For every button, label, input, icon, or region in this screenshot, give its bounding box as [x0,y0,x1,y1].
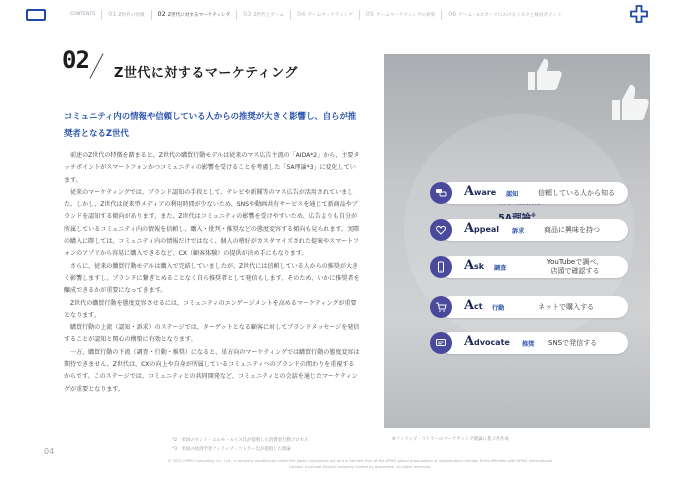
nav-label: Z世代とゲーム [253,13,285,18]
section-number: 02 [62,46,89,74]
nav-chapter-03[interactable] [236,10,290,20]
page-number: 04 [44,447,55,456]
heart-bubble-icon [430,219,452,241]
nav-contents[interactable] [70,11,101,19]
paragraph: Z世代の購買行動を態度変容させるには、コミュニティのエンゲージメントを高めるマーケティングが重要となります。 [64,299,357,319]
stage-word: ppeal [474,225,500,234]
stage-letter: A [464,221,475,236]
copyright-notice: © 2022 KPMG Consulting Co., Ltd., a company established under the Japan Companies Act and a member firm of the KPMG global organization of independent member firms affiliated with KPMG International Limited, a private English company limited by guarantee. All rights reserved. [167,459,553,469]
stage-japanese: 訴求 [512,228,525,235]
stage-aware [430,182,628,204]
nav-number: 06 [448,10,457,18]
stage-japanese: 行動 [492,305,505,312]
stage-act [430,296,628,318]
nav-number: 04 [297,10,306,18]
logo-icon[interactable] [26,9,46,21]
nav-number: 02 [157,10,166,18]
stage-japanese: 認知 [506,191,519,198]
paragraph: 一方、購買行動の下流（調査・行動・推奨）になると、単方向のマーケティングでは購買行動の態度変容は期待できません。Z世代は、CXの向上や自身が所属しているコミュニティへのブランドの関わりを重視するからです。このステージでは、コミュニティとの共同開発など、コミュニティとの会話を通じたマーケティングが重要となります。 [64,348,360,393]
footnote: *2 米国のセント・エルモ・ルイス氏が提唱した消費者行動プロセス [172,438,309,443]
stage-word: ware [474,188,497,197]
stage-letter: A [464,298,475,313]
message-icon [430,332,452,354]
paragraph: さらに、従来の購買行動モデルは購入で完結していましたが、Z世代には信頼している人からの推奨が大きく影響しますし、ブランドに繋ぎとめることなく自ら推奨者として発信もします。そのため、いかに推奨者を醸成できるかが重要になってきます。 [64,262,360,295]
stage-letter: A [464,258,475,273]
nav-number: 05 [365,10,375,18]
description-line: 店頭で確認する [550,267,600,275]
plus-menu-icon[interactable] [630,5,648,23]
stage-description: 商品に興味を持つ [544,226,600,234]
nav-chapter-02[interactable] [151,10,237,20]
nav-label: ゲーム・eスポーツにおけるリスクと検討ポイント [458,13,562,18]
footnote: *3 米国の経済学者フィリップ・コトラー氏が提唱した理論 [172,447,291,452]
description-line: YouTubeで調べ、 [546,258,604,266]
thumbs-up-icon [524,56,564,96]
5a-theory-panel [384,54,650,428]
paragraph: 前述のZ世代の特徴を踏まると、Z世代の購買行動モデルは従来のマス広告主流の「AIDA*2」から、主要タッチポイントがスマートフォンかつコミュニティの影響を受けることを考慮した「5A理論*3」に変化しています。 [64,152,360,184]
nav-chapter-05[interactable] [359,10,441,20]
lead-heading: コミュニティ内の情報や信頼している人からの推奨が大きく影響し、自らが推奨者となるZ世代 [64,111,357,138]
nav-label: CONTENTS [70,12,96,17]
nav-label: Z世代の特徴 [118,13,145,18]
chat-bubbles-icon [430,182,452,204]
chapter-nav [70,10,568,20]
stage-description [530,258,620,276]
nav-chapter-04[interactable] [290,10,359,20]
nav-chapter-06[interactable] [441,10,568,20]
thumbs-up-icon [610,82,650,126]
footnotes [172,436,308,454]
source-note: ※フィリップ・コトラーのマーケティング理論に基づき作成 [392,437,509,442]
paragraph: 従来のマーケティングでは、ブランド認知の手段として、テレビや新聞等のマス広告が活用されていました。しかし、Z世代は従来型メディアの利用時間が少ないため、SNSや動画共有サービスを通じて新商品やブランドを認知する傾向があります。また、Z世代はコミュニティの影響を受けやすいため、広告よりも自分が所属しているコミュニティ内の情報を信頼し、購入・批判・推奨などの態度変容する傾向も見られます。実際の購入に際しては、コミュニティ内の情報だけではなく、個人の嗜好がカスタマイズされた提案やスマートフォンのアプリから容易に購入できるなど、CX（顧客体験）の提供が決め手にもなります。 [64,188,360,258]
nav-label: ゲームマーケティング [307,13,353,18]
stage-word: sk [474,262,485,271]
stage-advocate [430,332,628,354]
stage-description: SNSで発信する [548,339,598,347]
stage-ask [430,256,628,278]
page-title: Z世代に対するマーケティング [114,66,298,81]
nav-label: ゲームマーケティングの効果 [376,13,436,18]
stage-description: 信頼している人から知る [538,189,615,197]
nav-chapter-01[interactable] [101,10,150,20]
stage-japanese: 推奨 [522,341,535,348]
stage-description: ネットで購入する [538,303,594,311]
stage-word: dvocate [474,338,510,347]
nav-number: 03 [243,10,252,18]
nav-number: 01 [108,10,117,18]
stage-letter: A [464,184,475,199]
stage-appeal [430,219,628,241]
paragraph: 購買行動の上流（認知・訴求）のステージでは、ターゲットとなる顧客に対してブランドメッセージを発信することが認知と関心の構築に有効となります。 [64,324,360,344]
panel-title-mark: ※ [531,212,536,219]
top-navigation-bar [0,0,678,34]
stage-letter: A [464,334,475,349]
shopping-cart-icon [430,296,452,318]
stage-japanese: 調査 [494,265,507,272]
smartphone-icon [430,256,452,278]
stage-word: ct [474,302,483,311]
body-text [64,150,360,396]
title-divider [89,53,103,78]
nav-label: Z世代に対するマーケティング [167,13,231,18]
